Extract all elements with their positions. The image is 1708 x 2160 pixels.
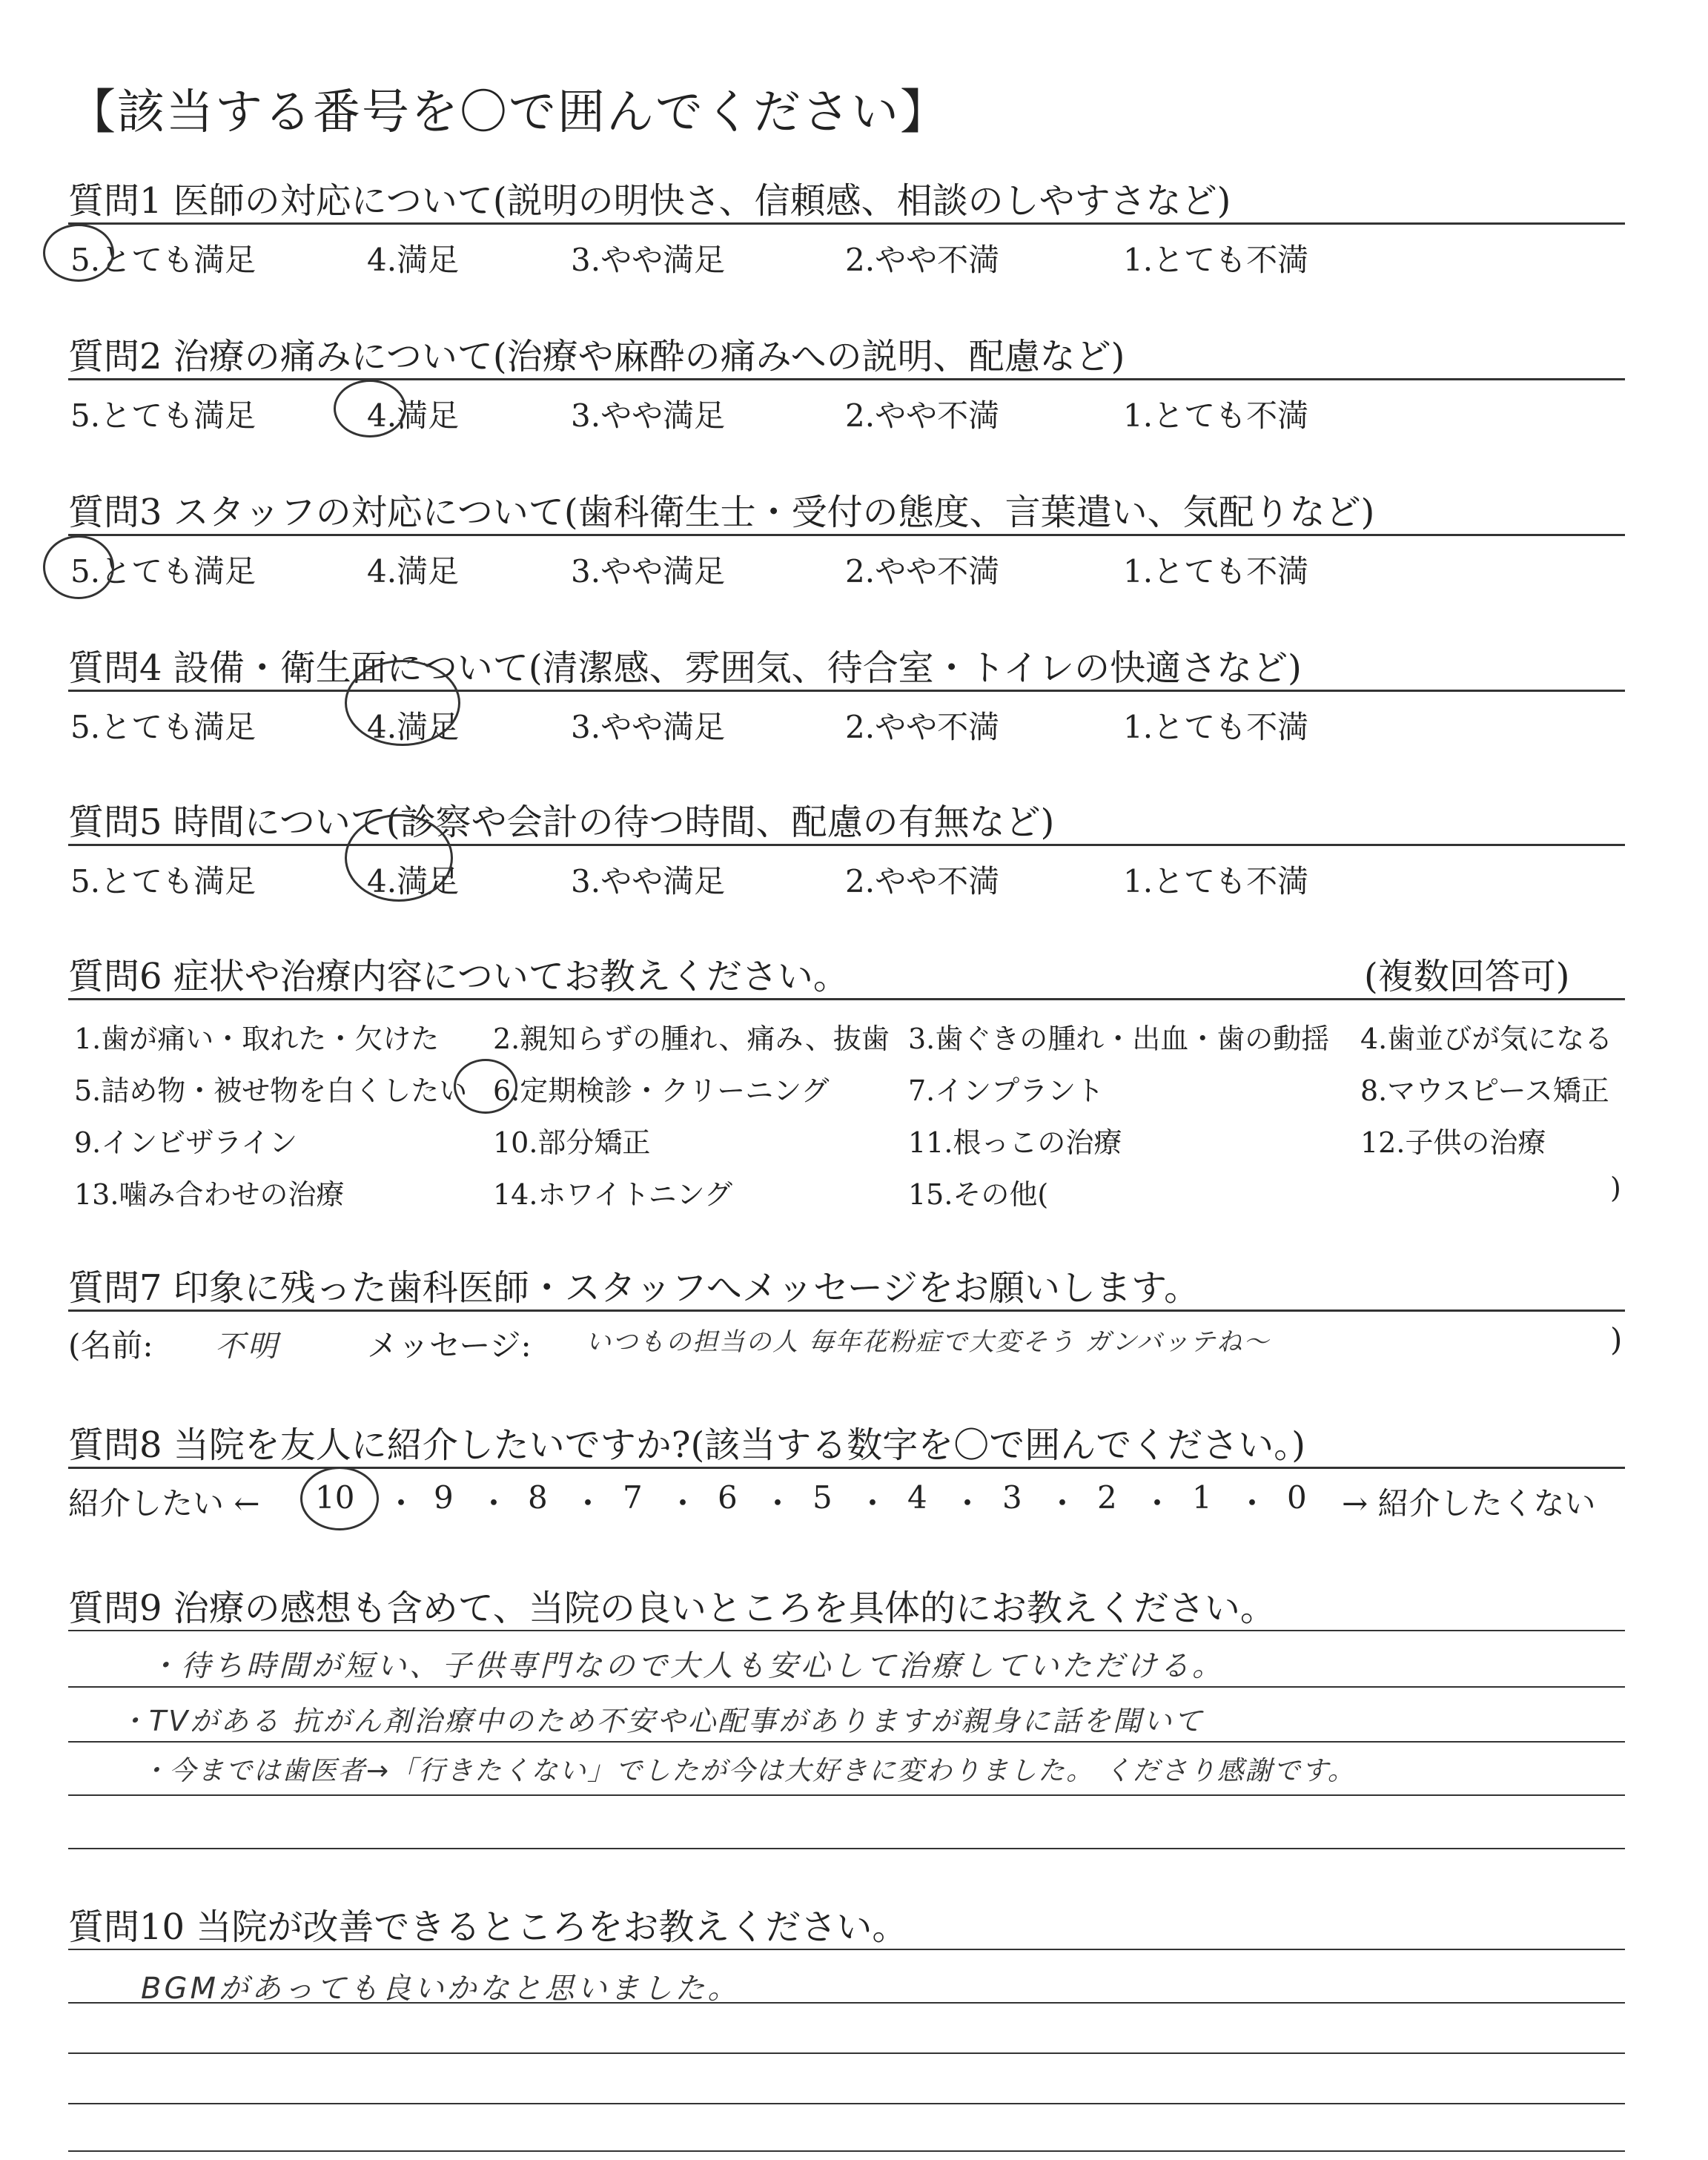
q4-option-3[interactable]: 3.やや満足 (571, 709, 726, 745)
q10-writing-line (68, 2103, 1625, 2104)
q6-option-13[interactable]: 13.噛み合わせの治療 (74, 1178, 345, 1211)
q8-scale-5[interactable]: 5 (812, 1479, 833, 1516)
q2-option-4[interactable]: 4.満足 (367, 397, 460, 434)
q6-option-10[interactable]: 10.部分矯正 (493, 1126, 651, 1159)
question-9-title: 質問9 治療の感想も含めて、当院の良いところを具体的にお教えください。 (68, 1588, 1276, 1629)
q8-separator: ・ (385, 1485, 417, 1522)
q6-option-12[interactable]: 12.子供の治療 (1360, 1126, 1546, 1159)
question-3-title: 質問3 スタッフの対応について(歯科衛生士・受付の態度、言葉遣い、気配りなど) (68, 492, 1375, 533)
q1-selection-circle (43, 224, 114, 282)
q3-option-5[interactable]: 5.とても満足 (70, 553, 256, 589)
q9-answer-1[interactable]: ・待ち時間が短い、子供専門なので大人も安心して治療していただける。 (148, 1649, 1225, 1683)
q10-writing-line (68, 2150, 1625, 2152)
q5-selection-circle (345, 814, 453, 902)
q10-answer-1[interactable]: BGMがあっても良いかなと思いました。 (141, 1972, 741, 2006)
question-10-title: 質問10 当院が改善できるところをお教えください。 (68, 1906, 908, 1948)
question-7-rule (68, 1309, 1625, 1312)
q8-selection-circle (300, 1467, 379, 1530)
q2-selection-circle (334, 380, 406, 437)
q4-selection-circle (345, 660, 460, 746)
q4-option-2[interactable]: 2.やや不満 (845, 709, 1000, 745)
q8-separator: ・ (478, 1485, 510, 1522)
q8-scale-9[interactable]: 9 (434, 1479, 454, 1516)
q6-option-1[interactable]: 1.歯が痛い・取れた・欠けた (74, 1023, 440, 1055)
q8-separator: ・ (1047, 1485, 1079, 1522)
question-6-rule (68, 998, 1625, 1000)
q8-scale-6[interactable]: 6 (718, 1479, 738, 1516)
q6-option-15-close: ) (1610, 1172, 1621, 1204)
q7-name-label: (名前: (68, 1327, 153, 1364)
question-4-rule (68, 690, 1625, 692)
q9-answer-2[interactable]: ・TVがある 抗がん剤治療中のため不安や心配事がありますが親身に話を聞いて (119, 1705, 1205, 1737)
q9-writing-line (68, 1630, 1625, 1631)
q9-writing-line (68, 1741, 1625, 1743)
q1-option-3[interactable]: 3.やや満足 (571, 242, 726, 278)
q5-option-4[interactable]: 4.満足 (367, 863, 460, 899)
q3-selection-circle (43, 535, 114, 599)
q2-option-3[interactable]: 3.やや満足 (571, 397, 726, 434)
q8-scale-4[interactable]: 4 (907, 1479, 927, 1516)
q8-scale-10[interactable]: 10 (315, 1479, 355, 1516)
q1-option-5[interactable]: 5.とても満足 (70, 242, 256, 278)
q8-scale-0[interactable]: 0 (1287, 1479, 1307, 1516)
q9-writing-line (68, 1686, 1625, 1688)
q2-option-2[interactable]: 2.やや不満 (845, 397, 1000, 434)
q7-close-paren: ) (1610, 1321, 1623, 1358)
question-1-rule (68, 222, 1625, 225)
q8-right-label: → 紹介したくない (1342, 1485, 1596, 1522)
q9-writing-line (68, 1848, 1625, 1849)
q4-option-4[interactable]: 4.満足 (367, 709, 460, 745)
question-2-rule (68, 378, 1625, 380)
q8-separator: ・ (1142, 1485, 1174, 1522)
q6-option-9[interactable]: 9.インビザライン (74, 1126, 298, 1159)
q8-separator: ・ (667, 1485, 699, 1522)
q8-scale-8[interactable]: 8 (528, 1479, 548, 1516)
q2-option-1[interactable]: 1.とても不満 (1123, 397, 1309, 434)
q6-option-14[interactable]: 14.ホワイトニング (493, 1178, 733, 1211)
q1-option-4[interactable]: 4.満足 (367, 242, 460, 278)
question-8-rule (68, 1467, 1625, 1469)
q4-option-5[interactable]: 5.とても満足 (70, 709, 256, 745)
question-6-note: (複数回答可) (1364, 956, 1570, 997)
question-6-title: 質問6 症状や治療内容についてお教えください。 (68, 956, 849, 997)
q5-option-3[interactable]: 3.やや満足 (571, 863, 726, 899)
question-8-title: 質問8 当院を友人に紹介したいですか?(該当する数字を〇で囲んでください。) (68, 1424, 1305, 1466)
q7-message-value[interactable]: いつもの担当の人 毎年花粉症で大変そう ガンバッテね〜 (586, 1327, 1271, 1357)
question-2-title: 質問2 治療の痛みについて(治療や麻酔の痛みへの説明、配慮など) (68, 336, 1125, 377)
q8-separator: ・ (762, 1485, 794, 1522)
q6-option-7[interactable]: 7.インプラント (908, 1074, 1105, 1107)
q5-option-5[interactable]: 5.とても満足 (70, 863, 256, 899)
q1-option-2[interactable]: 2.やや不満 (845, 242, 1000, 278)
q6-option-2[interactable]: 2.親知らずの腫れ、痛み、抜歯 (493, 1023, 890, 1055)
q6-option-11[interactable]: 11.根っこの治療 (908, 1126, 1122, 1159)
q7-name-value[interactable]: 不明 (215, 1330, 280, 1364)
q8-separator: ・ (952, 1485, 984, 1522)
q8-separator: ・ (1237, 1485, 1268, 1522)
q10-writing-line (68, 1949, 1625, 1950)
q4-option-1[interactable]: 1.とても不満 (1123, 709, 1309, 745)
q3-option-3[interactable]: 3.やや満足 (571, 553, 726, 589)
q3-option-1[interactable]: 1.とても不満 (1123, 553, 1309, 589)
q6-option-6[interactable]: 6.定期検診・クリーニング (493, 1074, 830, 1107)
q8-scale-1[interactable]: 1 (1192, 1479, 1212, 1516)
q2-option-5[interactable]: 5.とても満足 (70, 397, 256, 434)
q10-writing-line (68, 2002, 1625, 2004)
q6-selection-circle (454, 1059, 517, 1114)
q3-option-2[interactable]: 2.やや不満 (845, 553, 1000, 589)
q8-separator: ・ (857, 1485, 889, 1522)
question-4-title: 質問4 設備・衛生面について(清潔感、雰囲気、待合室・トイレの快適さなど) (68, 647, 1302, 689)
q5-option-2[interactable]: 2.やや不満 (845, 863, 1000, 899)
q9-writing-line (68, 1794, 1625, 1796)
q6-option-15[interactable]: 15.その他( (908, 1178, 1049, 1211)
q9-answer-3[interactable]: ・今までは歯医者→「行きたくない」でしたが今は大好きに変わりました。 くださり感謝です。 (141, 1756, 1356, 1786)
q6-option-5[interactable]: 5.詰め物・被せ物を白くしたい (74, 1074, 468, 1107)
q3-option-4[interactable]: 4.満足 (367, 553, 460, 589)
q8-scale-7[interactable]: 7 (623, 1479, 643, 1516)
q6-option-4[interactable]: 4.歯並びが気になる (1360, 1023, 1613, 1055)
q10-writing-line (68, 2052, 1625, 2054)
question-5-title: 質問5 時間について(診察や会計の待つ時間、配慮の有無など) (68, 802, 1055, 843)
q8-left-label: 紹介したい ← (68, 1485, 260, 1522)
q5-option-1[interactable]: 1.とても不満 (1123, 863, 1309, 899)
q6-option-8[interactable]: 8.マウスピース矯正 (1360, 1074, 1609, 1107)
question-7-title: 質問7 印象に残った歯科医師・スタッフへメッセージをお願いします。 (68, 1267, 1200, 1309)
question-1-title: 質問1 医師の対応について(説明の明快さ、信頼感、相談のしやすさなど) (68, 180, 1231, 222)
question-5-rule (68, 844, 1625, 846)
q8-scale-3[interactable]: 3 (1002, 1479, 1022, 1516)
question-3-rule (68, 534, 1625, 536)
page-title: 【該当する番号を〇で囲んでください】 (68, 85, 949, 140)
q7-message-label: メッセージ: (367, 1327, 532, 1364)
q8-scale-2[interactable]: 2 (1097, 1479, 1117, 1516)
q8-separator: ・ (572, 1485, 604, 1522)
q1-option-1[interactable]: 1.とても不満 (1123, 242, 1309, 278)
q6-option-3[interactable]: 3.歯ぐきの腫れ・出血・歯の動揺 (908, 1023, 1330, 1055)
